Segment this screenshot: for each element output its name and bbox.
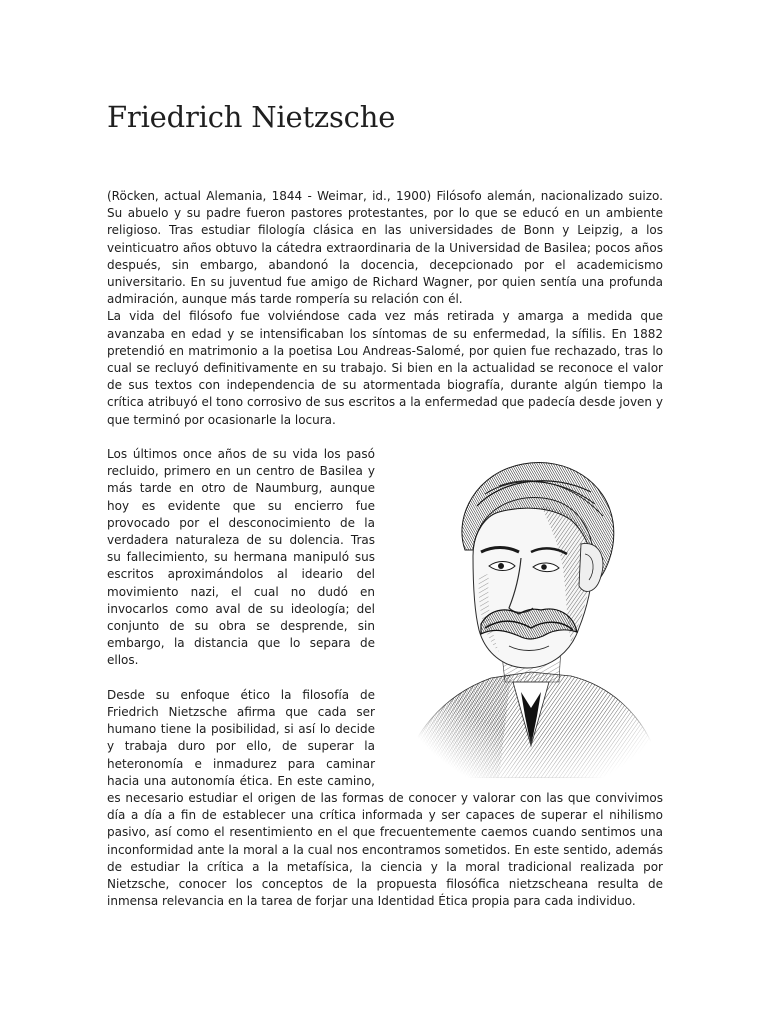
- paragraph-biography: (Röcken, actual Alemania, 1844 - Weimar, id., 1900) Filósofo alemán, nacionalizado suizo. Su abuelo y su padre fueron pastores protestantes, por lo que se educó en un ambiente religioso. Tras estudiar filología clásica en las universidades de Bonn y Leipzig, a los veinticuatro años obtuvo la cátedra extraordinaria de la Universidad de Basilea; pocos años después, sin embargo, abandonó la docencia, decepcionado por el academicismo universitario. En su juventud fue amigo de Richard Wagner, por quien sentía una profunda admiración, aunque más tarde rompería su relación con él.: [107, 189, 663, 307]
- portrait-image: [381, 446, 663, 778]
- page-title: Friedrich Nietzsche: [107, 100, 396, 134]
- paragraph-ethics: Desde su enfoque ético la filosofía de Friedrich Nietzsche afirma que cada ser humano tiene la posibilidad, si así lo decide y trabaja duro por ello, de superar la heteronomía e inmadurez para caminar hacia una autonomía ética. En este camino, es necesario estudiar el origen de las formas de conocer y valorar con las que convivimos día a día a fin de establecer una crítica informada y ser capaces de superar el nihilismo pasivo, así como el resentimiento en el que frecuentemente caemos cuando sentimos una inconformidad ante la moral a la cual nos encontramos sometidos. En este sentido, además de estudiar la crítica a la metafísica, la ciencia y la moral tradicional realizada por Nietzsche, conocer los conceptos de la propuesta filosófica nietzscheana resulta de inmensa relevancia en la tarea de forjar una Identidad Ética propia para cada individuo.: [107, 687, 663, 909]
- paragraph-final-years: Los últimos once años de su vida los pasó recluido, primero en un centro de Basilea y más tarde en otro de Naumburg, aunque hoy es evidente que su encierro fue provocado por el desconocimiento de la verdadera naturaleza de su dolencia. Tras su fallecimiento, su hermana manipuló sus escritos aproximándolos al ideario del movimiento nazi, el cual no dudó en invocarlos como aval de su ideología; del conjunto de su obra se desprende, sin embargo, la distancia que lo separa de ellos.: [107, 447, 375, 668]
- paragraph-spacer: [107, 429, 663, 446]
- paragraph-later-life: La vida del filósofo fue volviéndose cada vez más retirada y amarga a medida que avanzaba en edad y se intensificaban los síntomas de su enfermedad, la sífilis. En 1882 pretendió en matrimonio a la poetisa Lou Andreas-Salomé, por quien fue rechazado, tras lo cual se recluyó definitivamente en su trabajo. Si bien en la actualidad se reconoce el valor de sus textos con independencia de su atormentada biografía, durante algún tiempo la crítica atribuyó el tono corrosivo de sus escritos a la enfermedad que padecía desde joven y que terminó por ocasionarle la locura.: [107, 309, 663, 427]
- document-body: [107, 188, 663, 911]
